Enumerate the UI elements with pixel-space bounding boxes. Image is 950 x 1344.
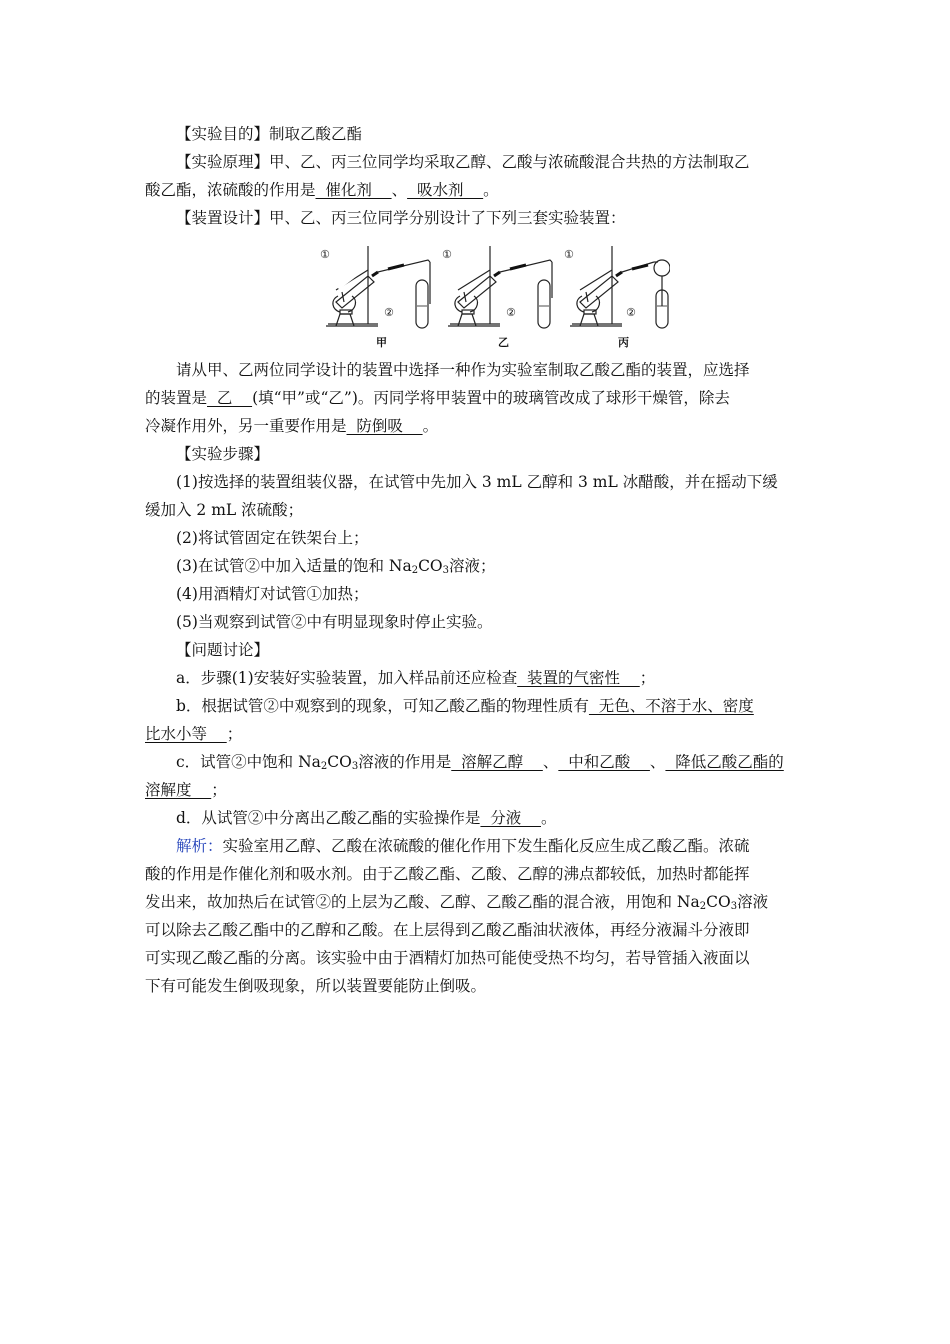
design-line: 【装置设计】甲、乙、丙三位同学分别设计了下列三套实验装置： [176, 209, 626, 227]
answer-blank: 防倒吸 [346, 417, 423, 435]
question-c: c．试管②中饱和 $Na_2CO_3$溶液的作用是 溶解乙醇 、 中和乙酸 、 降低乙酸乙酯的 [176, 753, 784, 772]
choice-line: 请从甲、乙两位同学设计的装置中选择一种作为实验室制取乙酸乙酯的装置，应选择 [176, 361, 750, 379]
apparatus-bing [570, 246, 670, 328]
section-heading: 【实验步骤】 [176, 445, 270, 463]
answer-blank: 分液 [480, 809, 541, 827]
principle-answer-line: 酸乙酯，浓硫酸的作用是 催化剂 、 吸水剂 。 [145, 181, 499, 199]
step-3: (3)在试管②中加入适量的饱和 $Na_2CO_3$溶液； [176, 557, 496, 576]
answer-blank: 比水小等 [145, 725, 227, 743]
label-tube-1: ① [564, 248, 574, 261]
answer-blank: 装置的气密性 [517, 669, 640, 687]
label-tube-1: ① [442, 248, 452, 261]
section-heading: 【实验目的】 [176, 125, 270, 143]
answer-blank: 溶解度 [145, 781, 212, 799]
question-a: a．步骤(1)安装好实验装置，加入样品前还应检查 装置的气密性 ； [176, 669, 656, 687]
label-tube-2: ② [506, 306, 516, 319]
explanation-line: 酸的作用是作催化剂和吸水剂。由于乙酸乙酯、乙酸、乙醇的沸点都较低，加热时都能挥 [145, 865, 750, 883]
caption-yi: 乙 [498, 336, 509, 349]
section-heading: 【装置设计】 [176, 209, 270, 227]
explanation-label: 解析： [176, 837, 223, 855]
step-1-cont: 缓加入 2 mL 浓硫酸； [145, 501, 304, 519]
question-c-cont: 溶解度 ； [145, 781, 227, 799]
explanation-line: 发出来，故加热后在试管②的上层为乙酸、乙醇、乙酸乙酯的混合液，用饱和 $Na_2CO_3$溶液 [145, 893, 769, 912]
explanation-line: 可以除去乙酸乙酯中的乙醇和乙酸。在上层得到乙酸乙酯油状液体，再经分液漏斗分液即 [145, 921, 750, 939]
question-b: b．根据试管②中观察到的现象，可知乙酸乙酯的物理性质有 无色、不溶于水、密度 [176, 697, 754, 715]
label-tube-2: ② [626, 306, 636, 319]
apparatus-yi [448, 246, 552, 328]
caption-jia: 甲 [376, 336, 387, 349]
purpose-line: 【实验目的】制取乙酸乙酯 [176, 125, 363, 143]
answer-blank: 降低乙酸乙酯的 [665, 753, 784, 771]
step-2: (2)将试管固定在铁架台上； [176, 529, 369, 547]
section-heading: 【实验原理】 [176, 153, 270, 171]
label-tube-1: ① [320, 248, 330, 261]
question-b-cont: 比水小等 ； [145, 725, 243, 743]
answer-blank: 催化剂 [315, 181, 392, 199]
apparatus-jia [326, 246, 430, 328]
step-5: (5)当观察到试管②中有明显现象时停止实验。 [176, 613, 493, 631]
question-d: d．从试管②中分离出乙酸乙酯的实验操作是 分液 。 [176, 809, 557, 827]
explanation-line: 下有可能发生倒吸现象，所以装置要能防止倒吸。 [145, 977, 487, 995]
explanation-line: 可实现乙酸乙酯的分离。该实验中由于酒精灯加热可能使受热不均匀，若导管插入液面以 [145, 949, 750, 967]
caption-bing: 丙 [618, 336, 629, 349]
step-1: (1)按选择的装置组装仪器，在试管中先加入 3 mL 乙醇和 3 mL 冰醋酸，并在摇动下缓 [176, 473, 778, 491]
answer-blank: 吸水剂 [407, 181, 484, 199]
answer-blank: 中和乙酸 [558, 753, 650, 771]
apparatus-figure [318, 240, 670, 352]
answer-blank: 无色、不溶于水、密度 [588, 697, 754, 715]
explanation-line: 解析：实验室用乙醇、乙酸在浓硫酸的催化作用下发生酯化反应生成乙酸乙酯。浓硫 [176, 837, 750, 855]
function-line: 冷凝作用外，另一重要作用是 防倒吸 。 [145, 417, 439, 435]
section-heading: 【问题讨论】 [176, 641, 270, 659]
discussion-heading [176, 636, 810, 664]
label-tube-2: ② [384, 306, 394, 319]
answer-blank: 溶解乙醇 [451, 753, 543, 771]
steps-heading [176, 440, 810, 468]
step-4: (4)用酒精灯对试管①加热； [176, 585, 369, 603]
answer-blank: 乙 [207, 389, 253, 407]
choice-answer-line: 的装置是 乙 (填“甲”或“乙”)。丙同学将甲装置中的玻璃管改成了球形干燥管，除去 [145, 389, 730, 407]
principle-line: 【实验原理】甲、乙、丙三位同学均采取乙醇、乙酸与浓硫酸混合共热的方法制取乙 [176, 153, 750, 171]
